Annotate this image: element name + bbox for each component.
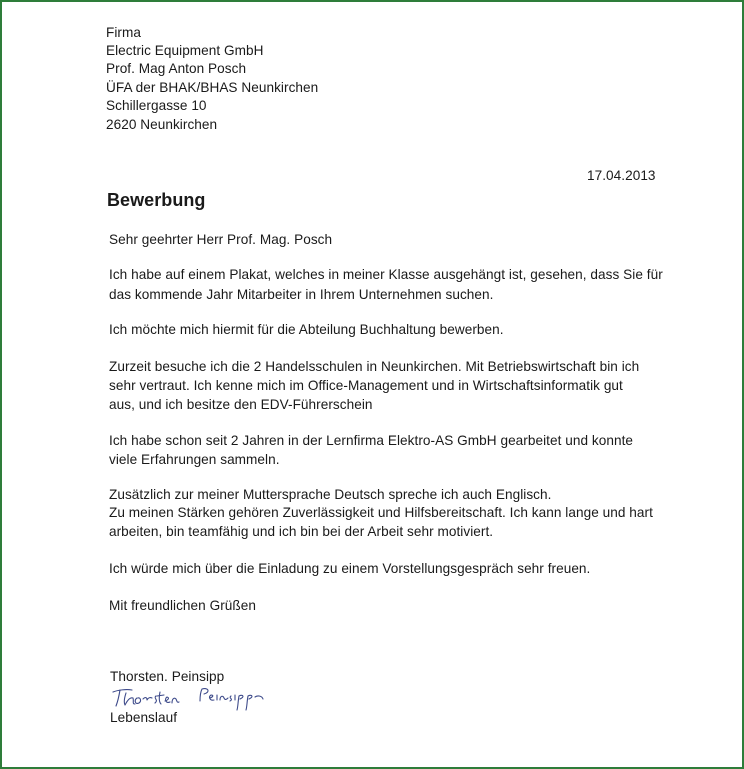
address-line: Prof. Mag Anton Posch: [106, 61, 247, 76]
paragraph-line: aus, und ich besitze den EDV-Führerschein: [109, 397, 373, 412]
paragraph-line: sehr vertraut. Ich kenne mich im Office-Management und in Wirtschaftsinformatik gut: [109, 378, 623, 393]
closing: Mit freundlichen Grüßen: [109, 598, 256, 613]
paragraph-line: arbeiten, bin teamfähig und ich bin bei der Arbeit sehr motiviert.: [109, 524, 494, 539]
paragraph-line: das kommende Jahr Mitarbeiter in Ihrem Unternehmen suchen.: [109, 287, 494, 302]
address-line: Firma: [106, 25, 141, 40]
paragraph-line: Zurzeit besuche ich die 2 Handelsschulen in Neunkirchen. Mit Betriebswirtschaft bin ich: [109, 359, 640, 374]
paragraph-line: Ich möchte mich hiermit für die Abteilung Buchhaltung bewerben.: [109, 322, 504, 337]
address-line: ÜFA der BHAK/BHAS Neunkirchen: [106, 80, 319, 95]
letter-date: 17.04.2013: [587, 168, 656, 183]
address-line: 2620 Neunkirchen: [106, 117, 218, 132]
address-line: Electric Equipment GmbH: [106, 43, 264, 58]
paragraph-line: Ich habe schon seit 2 Jahren in der Lernfirma Elektro-AS GmbH gearbeitet und konnte: [109, 433, 634, 448]
paragraph-line: Ich würde mich über die Einladung zu einem Vorstellungsgespräch sehr freuen.: [109, 561, 591, 576]
salutation: Sehr geehrter Herr Prof. Mag. Posch: [109, 232, 333, 247]
paragraph-line: Zusätzlich zur meiner Muttersprache Deutsch spreche ich auch Englisch.: [109, 487, 552, 502]
signer-name: Thorsten. Peinsipp: [110, 669, 225, 684]
address-line: Schillergasse 10: [106, 98, 207, 113]
letter-subject: Bewerbung: [107, 190, 206, 210]
paragraph-line: Ich habe auf einem Plakat, welches in meiner Klasse ausgehängt ist, gesehen, dass Sie für: [109, 267, 663, 282]
paragraph-line: Zu meinen Stärken gehören Zuverlässigkeit und Hilfsbereitschaft. Ich kann lange und hart: [109, 505, 653, 520]
paragraph-line: viele Erfahrungen sammeln.: [109, 452, 280, 467]
enclosure: Lebenslauf: [110, 710, 178, 725]
